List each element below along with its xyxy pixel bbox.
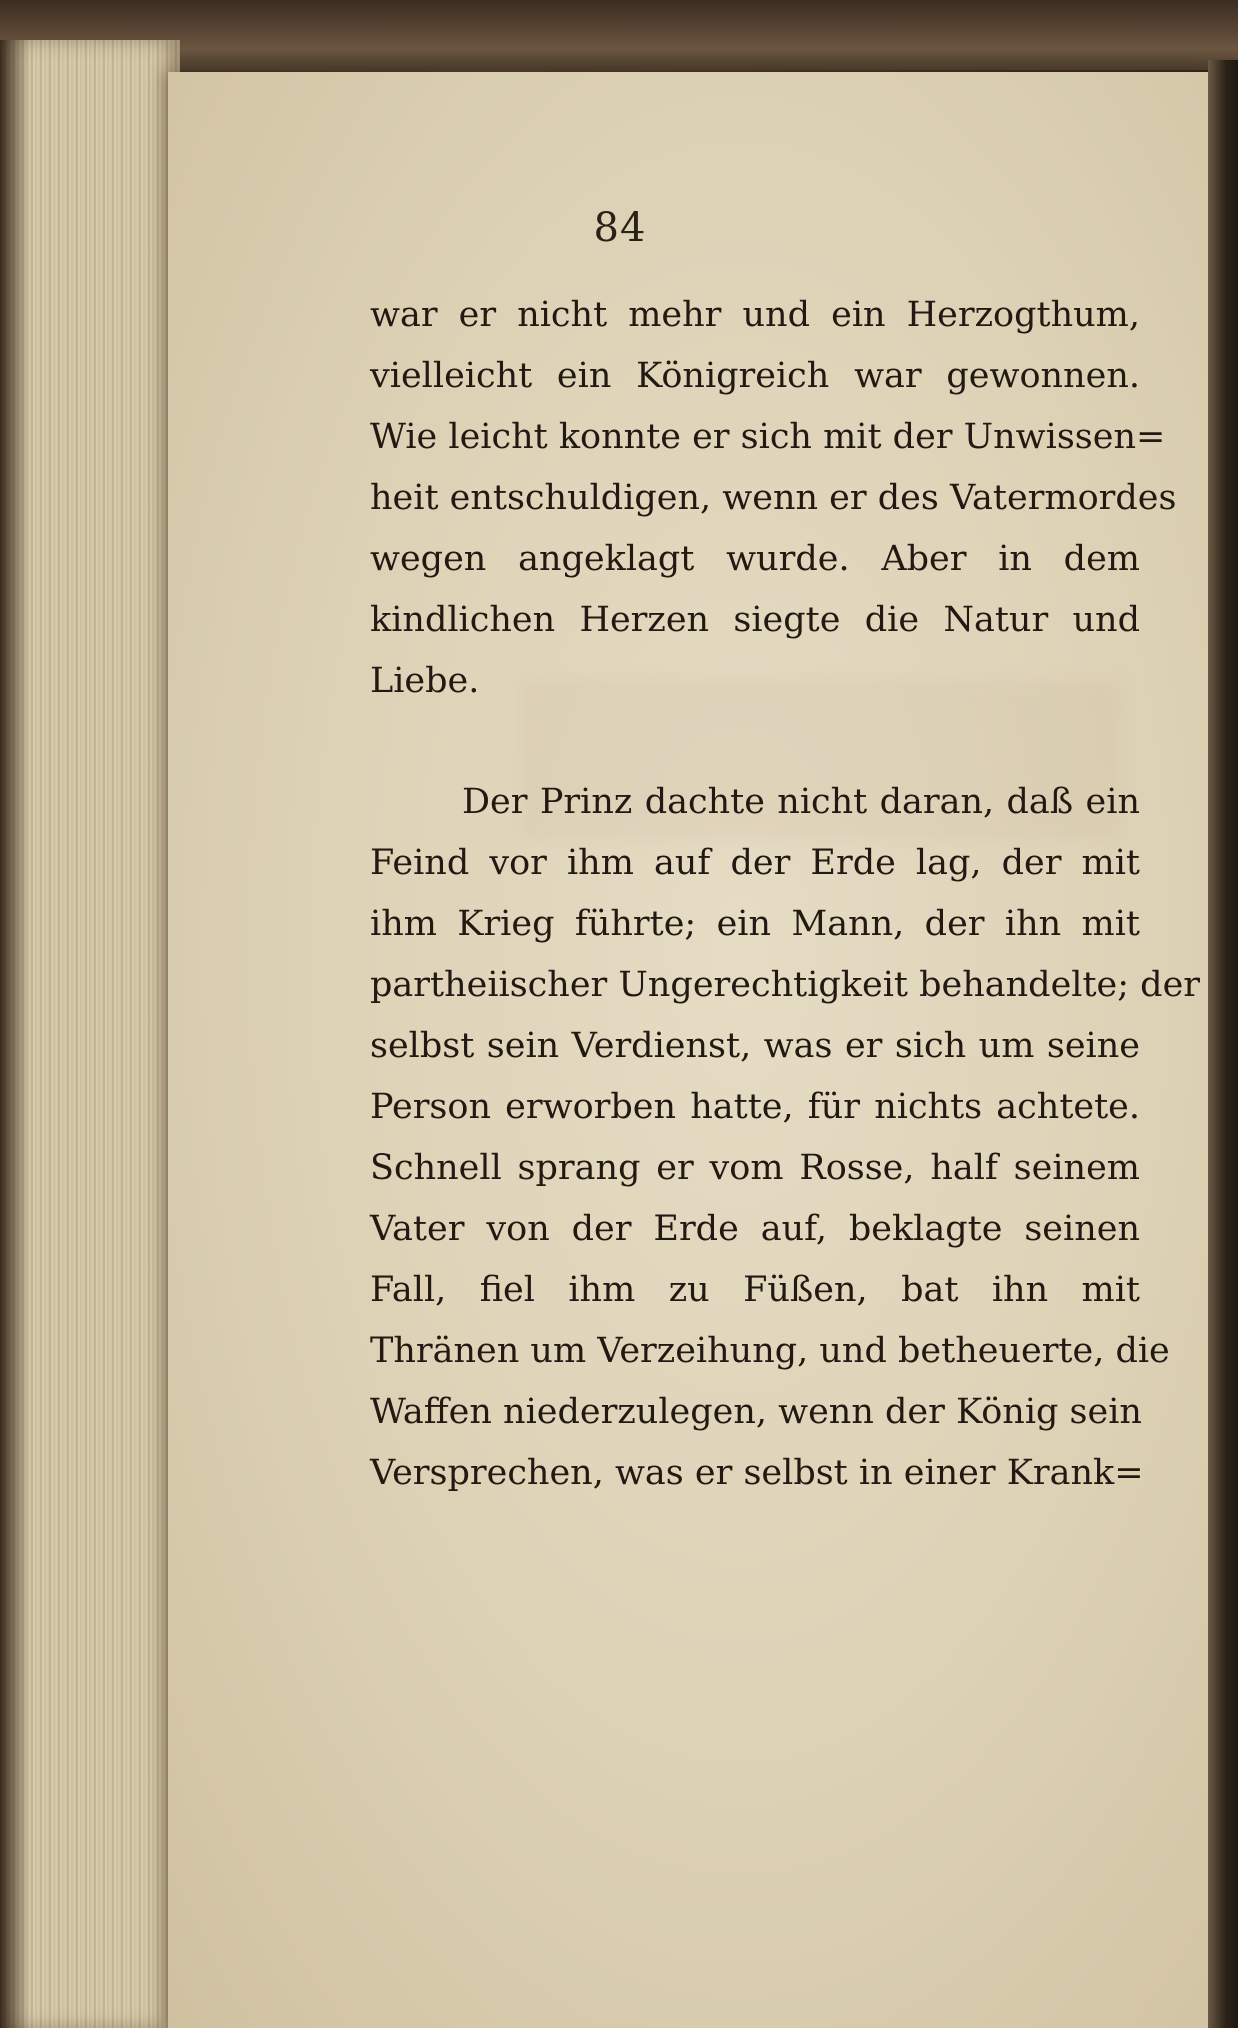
text-line: heit entschuldigen, wenn er des Vatermordes xyxy=(370,478,1177,518)
page-number: 84 xyxy=(593,205,647,251)
text-line: Waffen niederzulegen, wenn der König sein xyxy=(370,1392,1142,1432)
text-line: selbst sein Verdienst, was er sich um seine xyxy=(370,1026,1140,1066)
text-line: Versprechen, was er selbst in einer Krank= xyxy=(370,1453,1144,1493)
book-binding-edge xyxy=(1208,60,1238,2028)
text-line: partheiischer Ungerechtigkeit behandelte; der xyxy=(370,965,1201,1005)
book-cover-edge xyxy=(0,0,1238,70)
text-line: Feind vor ihm auf der Erde lag, der mit xyxy=(370,843,1140,883)
text-line: ihm Krieg führte; ein Mann, der ihn mit xyxy=(370,904,1140,944)
text-line: Fall, fiel ihm zu Füßen, bat ihn mit xyxy=(370,1270,1140,1310)
text-line: Der Prinz dachte nicht daran, daß ein xyxy=(462,782,1140,822)
text-line: war er nicht mehr und ein Herzogthum, xyxy=(370,295,1140,335)
paragraph-gap xyxy=(370,712,1140,772)
text-line: Liebe. xyxy=(370,661,480,701)
text-line: kindlichen Herzen siegte die Natur und xyxy=(370,600,1140,640)
text-line: Thränen um Verzeihung, und betheuerte, die xyxy=(370,1331,1170,1371)
text-line: wegen angeklagt wurde. Aber in dem xyxy=(370,539,1140,579)
body-text xyxy=(370,285,1201,1504)
text-line: vielleicht ein Königreich war gewonnen. xyxy=(370,356,1140,396)
page-edges-shadow xyxy=(0,40,30,2028)
text-line: Schnell sprang er vom Rosse, half seinem xyxy=(370,1148,1140,1188)
text-line: Vater von der Erde auf, beklagte seinen xyxy=(370,1209,1140,1249)
text-line: Person erworben hatte, für nichts achtete. xyxy=(370,1087,1140,1127)
text-line: Wie leicht konnte er sich mit der Unwissen= xyxy=(370,417,1166,457)
